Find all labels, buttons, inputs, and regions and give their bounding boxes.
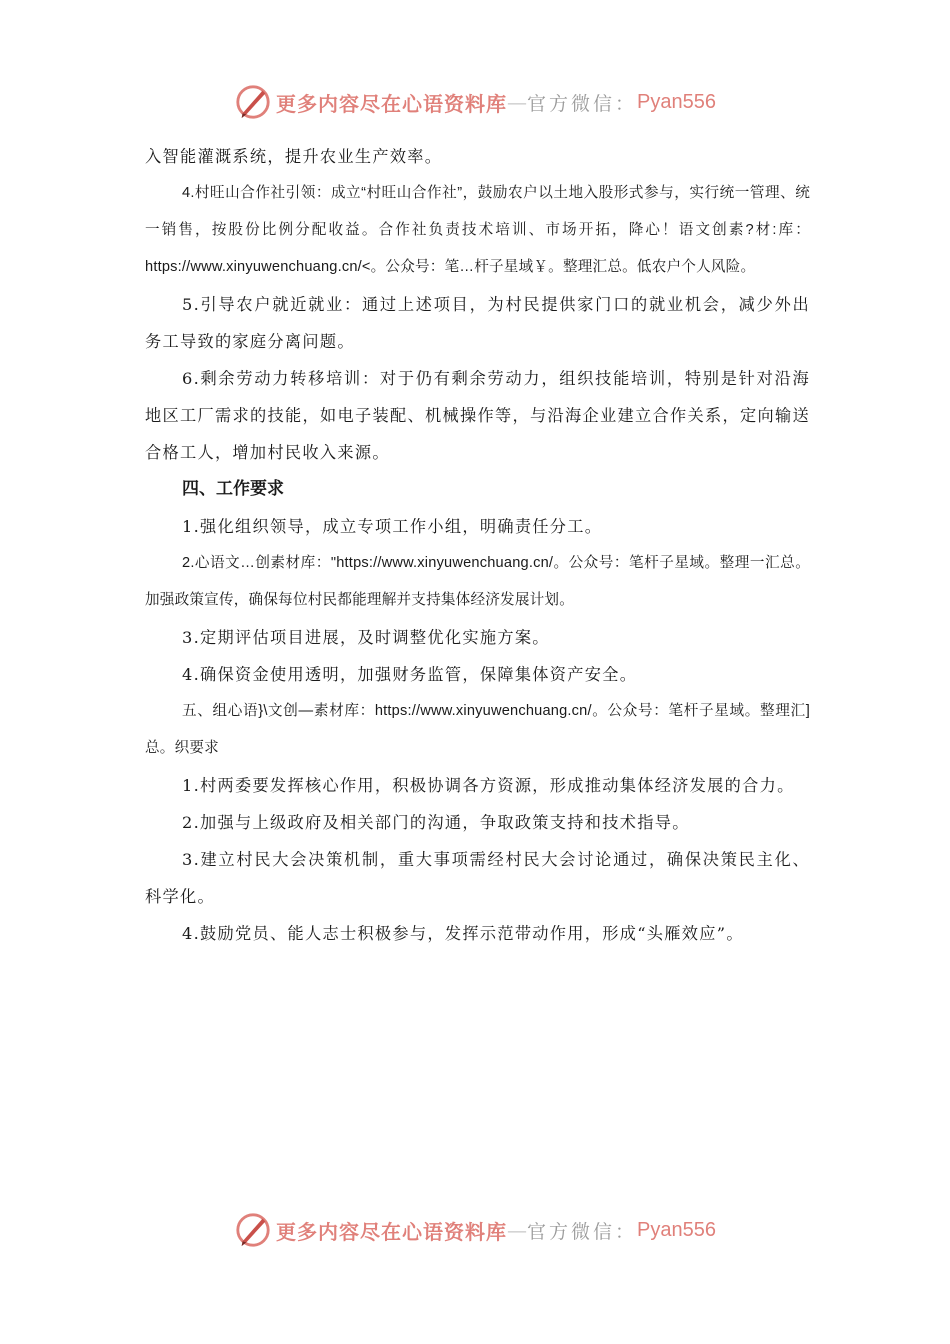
paragraph: 入智能灌溉系统，提升农业生产效率。 [145,147,443,166]
paragraph: 4.村旺山合作社引领：成立“村旺山合作社”，鼓励农户以土地入股形式参与，实行统一管理、统一销售，按股份比例分配收益。合作社负责技术培训、市场开拓，降心！语文创素?材:库：https://www.xinyuwenchuang.cn/<。公众号：笔…杆子星域￥。整理汇总。低农户个人风险。 [145,185,810,275]
paragraph: 4.确保资金使用透明，加强财务监管，保障集体资产安全。 [182,665,638,684]
section-heading-garbled: 五、组心语}\文创—素材库：https://www.xinyuwenchuang.cn/。公众号：笔杆子星域。整理汇]总。织要求 [145,703,810,756]
paragraph: 6.剩余劳动力转移培训：对于仍有剩余劳动力，组织技能培训，特别是针对沿海地区工厂需求的技能，如电子装配、机械操作等，与沿海企业建立合作关系，定向输送合格工人，增加村民收入来源。 [145,369,810,462]
banner-wechat-label: 官方微信： [527,1220,638,1243]
quill-logo-icon [234,1211,272,1249]
paragraph: 2.加强与上级政府及相关部门的沟通，争取政策支持和技术指导。 [182,813,690,832]
paragraph: 4.鼓励党员、能人志士积极参与，发挥示范带动作用，形成“头雁效应”。 [182,924,744,943]
paragraph: 5.引导农户就近就业：通过上述项目，为村民提供家门口的就业机会，减少外出务工导致的家庭分离问题。 [145,295,810,351]
banner-separator: — [507,1218,527,1242]
banner-wechat-id: Pyan556 [637,90,716,113]
banner-main-text: 更多内容尽在心语资料库 [276,1219,507,1244]
section-heading: 四、工作要求 [182,479,284,499]
document-body [145,138,810,952]
banner-wechat-id: Pyan556 [637,1218,716,1241]
header-watermark-banner [0,82,950,122]
footer-watermark-banner [0,1210,950,1250]
banner-separator: — [507,90,527,114]
paragraph: 1.强化组织领导，成立专项工作小组，明确责任分工。 [182,517,603,536]
paragraph: 2.心语文…创素材库："https://www.xinyuwenchuang.cn/。公众号：笔杆子星域。整理一汇总。加强政策宣传，确保每位村民都能理解并支持集体经济发展计划。 [145,555,810,608]
banner-main-text: 更多内容尽在心语资料库 [276,91,507,116]
banner-wechat-label: 官方微信： [527,92,638,115]
paragraph: 1.村两委要发挥核心作用，积极协调各方资源，形成推动集体经济发展的合力。 [182,776,795,795]
paragraph: 3.建立村民大会决策机制，重大事项需经村民大会讨论通过，确保决策民主化、科学化。 [145,850,810,906]
paragraph: 3.定期评估项目进展，及时调整优化实施方案。 [182,628,550,647]
quill-logo-icon [234,83,272,121]
